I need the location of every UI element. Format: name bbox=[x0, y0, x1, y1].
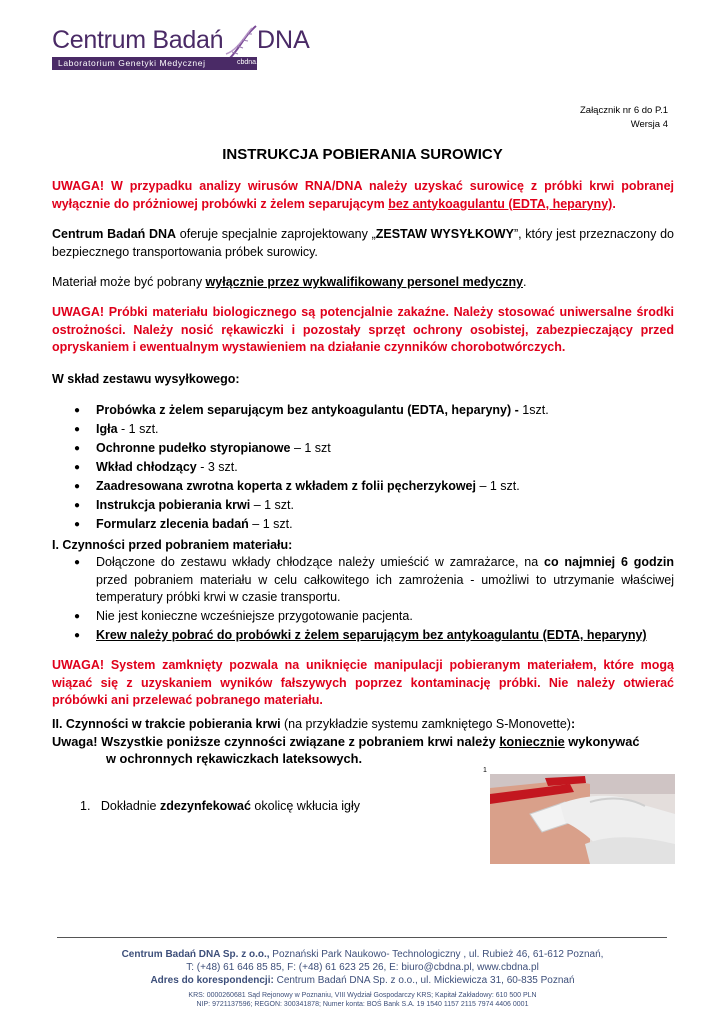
warning-underlined: bez antykoagulantu (EDTA, heparyny) bbox=[388, 196, 613, 211]
personnel-underlined: wyłącznie przez wykwalifikowany personel medyczny bbox=[205, 275, 524, 289]
item-text-end: przed pobraniem materiału w celu całkowitego ich zamrożenia - umożliwi to utrzymanie właściwej temperatury próbki krwi w czasie transportu. bbox=[96, 572, 674, 604]
list-item bbox=[52, 554, 674, 607]
logo-website: cbdna.pl bbox=[237, 59, 264, 66]
bullet-icon: ● bbox=[74, 519, 81, 530]
kit-list bbox=[52, 402, 674, 535]
footer-company: Centrum Badań DNA Sp. z o.o., bbox=[121, 949, 270, 960]
warning-closed-system: UWAGA! System zamknięty pozwala na uniknięcie manipulacji pobieranym materiałem, które mogą wiązać się z uzyskaniem wyników fałszywych poprzez kontaminację próbki. Nie należy otwierać próbówki ani przelewać pobranego materiału. bbox=[52, 658, 674, 707]
warning-text: UWAGA! W przypadku analizy wirusów RNA/DNA należy uzyskać surowicę z próbki krwi pobranej wyłącznie do próżniowej probówki z żelem separującym bbox=[52, 179, 674, 211]
list-item bbox=[52, 516, 674, 534]
intro-paragraph bbox=[52, 226, 674, 261]
item-bold: co najmniej 6 godzin bbox=[544, 555, 674, 569]
item-qty: – 1 szt bbox=[290, 441, 331, 455]
dna-helix-icon bbox=[222, 24, 262, 60]
company-name: Centrum Badań DNA bbox=[52, 227, 177, 241]
logo-tagline: Laboratorium Genetyki Medycznej bbox=[52, 57, 257, 70]
item-name: Formularz zlecenia badań bbox=[96, 517, 249, 531]
section-2-heading bbox=[52, 716, 674, 734]
intro-text-1: oferuje specjalnie zaprojektowany „ bbox=[176, 227, 376, 241]
step-bold: zdezynfekować bbox=[159, 799, 251, 813]
footer-krs: KRS: 0000260681 Sąd Rejonowy w Poznaniu, VIII Wydział Gospodarczy KRS; Kapitał Zakładowy: 610 500 PLN bbox=[188, 992, 537, 999]
footer-divider bbox=[57, 937, 667, 938]
footer-corr-label: Adres do korespondencji: bbox=[150, 975, 274, 986]
personnel-text: Materiał może być pobrany bbox=[52, 275, 206, 289]
footer-corr-text: Centrum Badań DNA Sp. z o.o., ul. Mickiewicza 31, 60-835 Poznań bbox=[273, 975, 575, 986]
section-2-colon: : bbox=[570, 717, 576, 731]
item-qty: – 1 szt. bbox=[248, 517, 293, 531]
step-text-end: okolicę wkłucia igły bbox=[250, 799, 361, 813]
bullet-icon: ● bbox=[74, 424, 81, 435]
item-text: Dołączone do zestawu wkłady chłodzące należy umieścić w zamrażarce, na bbox=[96, 555, 545, 569]
list-item bbox=[52, 478, 674, 496]
personnel-paragraph bbox=[52, 274, 674, 292]
item-name: Probówka z żelem separującym bez antykoagulantu (EDTA, heparyny) - bbox=[96, 403, 519, 417]
intro-text-2: ”, który jest przeznaczony do bezpiecznego transportowania próbek surowicy. bbox=[52, 227, 674, 259]
footer-contact: T: (+48) 61 646 85 85, F: (+48) 61 623 25 26, E: biuro@cbdna.pl, www.cbdna.pl bbox=[186, 962, 539, 973]
note-text-end: wykonywać bbox=[564, 734, 640, 749]
logo-dna: DNA bbox=[257, 26, 310, 54]
disinfection-photo bbox=[490, 774, 675, 864]
list-item bbox=[52, 497, 674, 515]
step-1 bbox=[80, 798, 360, 816]
item-qty: – 1 szt. bbox=[475, 479, 520, 493]
bullet-icon: ● bbox=[74, 557, 81, 568]
list-item bbox=[52, 459, 674, 477]
step-text: Dokładnie bbox=[100, 799, 160, 813]
footer-correspondence bbox=[0, 974, 725, 987]
note-text: Uwaga! Wszystkie poniższe czynności związane z pobraniem krwi należy bbox=[52, 734, 500, 749]
item-name: Wkład chłodzący bbox=[96, 460, 197, 474]
list-item bbox=[52, 608, 674, 626]
bullet-icon: ● bbox=[74, 481, 81, 492]
section-1-heading: I. Czynności przed pobraniem materiału: bbox=[52, 538, 293, 552]
item-text: Nie jest konieczne wcześniejsze przygotowanie pacjenta. bbox=[96, 609, 413, 623]
step-number: 1. bbox=[80, 799, 91, 813]
bullet-icon: ● bbox=[74, 443, 81, 454]
footer-address-text: Poznański Park Naukowo- Technologiczny , ul. Rubież 46, 61-612 Poznań, bbox=[269, 949, 604, 960]
warning-infectious: UWAGA! Próbki materiału biologicznego są potencjalnie zakaźne. Należy stosować uniwersalne środki ostrożności. Należy nosić rękawiczki i pozostały sprzęt ochrony osobistej, zabezpieczający przed opryskaniem i ewentualnym wystawieniem na działanie czynników chorobotwórczych. bbox=[52, 305, 674, 354]
item-name: Instrukcja pobierania krwi bbox=[96, 498, 251, 512]
section-1-list bbox=[52, 554, 674, 646]
personnel-end: . bbox=[523, 275, 527, 289]
bullet-icon: ● bbox=[74, 500, 81, 511]
attachment-info bbox=[580, 104, 668, 132]
bullet-icon: ● bbox=[74, 462, 81, 473]
item-qty: - 1 szt. bbox=[117, 422, 159, 436]
list-item bbox=[52, 440, 674, 458]
warning-end: . bbox=[612, 196, 616, 211]
company-logo bbox=[52, 26, 327, 76]
gloves-note bbox=[52, 733, 692, 751]
list-item bbox=[52, 421, 674, 439]
warning-rna-dna bbox=[52, 178, 674, 213]
note-underlined: koniecznie bbox=[499, 734, 565, 749]
item-name: Ochronne pudełko styropianowe bbox=[96, 441, 291, 455]
item-text: Krew należy pobrać do probówki z żelem separującym bez antykoagulantu (EDTA, heparyny) bbox=[96, 628, 647, 642]
item-name: Zaadresowana zwrotna koperta z wkładem z folii pęcherzykowej bbox=[96, 479, 476, 493]
bullet-icon: ● bbox=[74, 405, 81, 416]
attachment-number: Załącznik nr 6 do P.1 bbox=[579, 105, 668, 116]
item-qty: – 1 szt. bbox=[250, 498, 294, 512]
section-2-title: II. Czynności w trakcie pobierania krwi bbox=[52, 717, 281, 731]
section-2-paren: (na przykładzie systemu zamkniętego S-Monovette) bbox=[280, 717, 571, 731]
item-qty: 1szt. bbox=[518, 403, 549, 417]
item-name: Igła bbox=[96, 422, 118, 436]
bullet-icon: ● bbox=[74, 630, 81, 641]
bullet-icon: ● bbox=[74, 611, 81, 622]
footer-nip: NIP: 9721137596; REGON: 300341878; Numer konta: BOŚ Bank S.A. 19 1540 1157 2115 7974 4406 0001 bbox=[196, 1001, 529, 1008]
footer-address bbox=[0, 948, 725, 961]
item-qty: - 3 szt. bbox=[196, 460, 238, 474]
page-title: INSTRUKCJA POBIERANIA SUROWICY bbox=[222, 146, 503, 163]
version: Wersja 4 bbox=[630, 119, 668, 130]
kit-heading: W skład zestawu wysyłkowego: bbox=[52, 372, 240, 386]
gloves-note-line2: w ochronnych rękawiczkach lateksowych. bbox=[106, 751, 363, 766]
list-item bbox=[52, 402, 674, 420]
logo-name: Centrum Badań bbox=[52, 26, 224, 54]
list-item bbox=[52, 627, 674, 645]
kit-name: ZESTAW WYSYŁKOWY bbox=[375, 227, 514, 241]
photo-number: 1 bbox=[483, 767, 487, 774]
